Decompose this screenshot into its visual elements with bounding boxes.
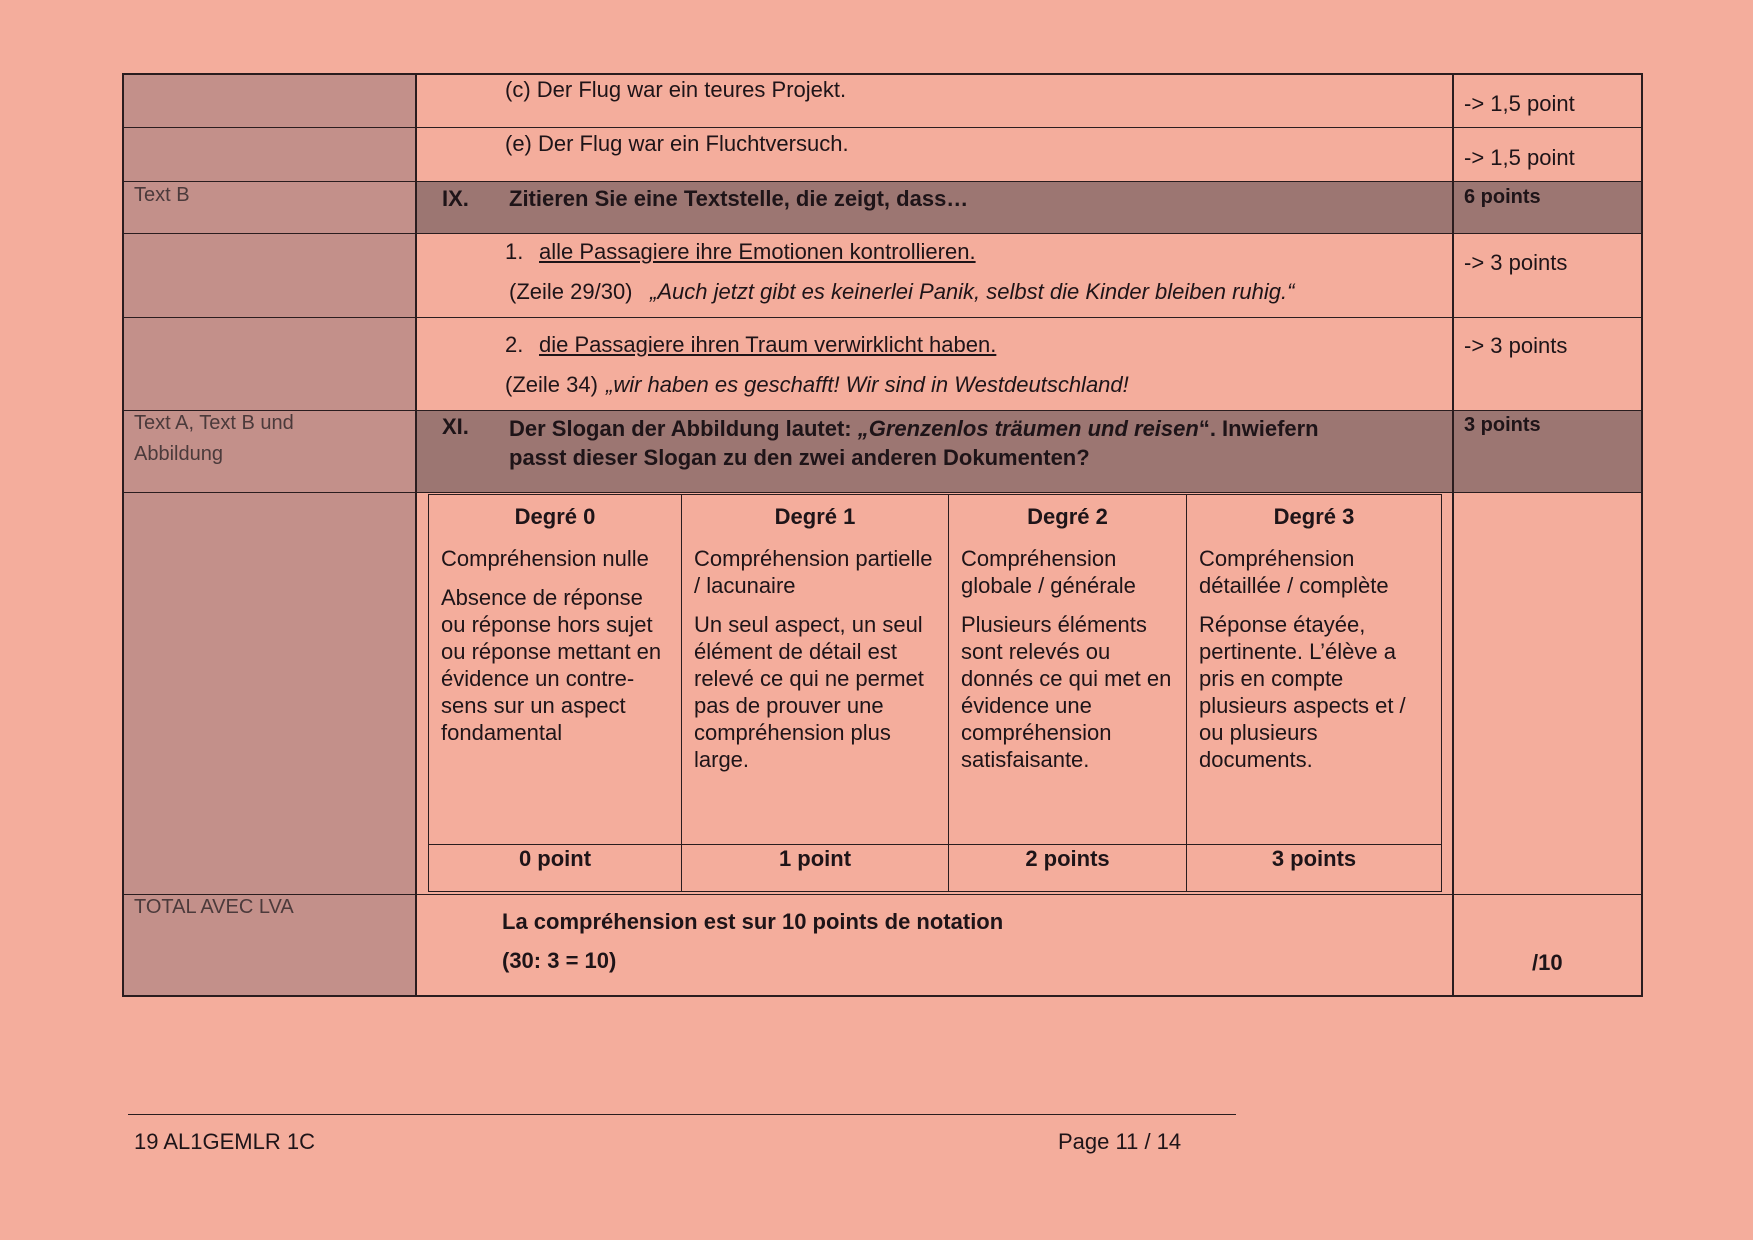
rubric-description: Réponse étayée, pertinente. L’élève a pris en compte plusieurs aspects et / ou plusieurs documents. bbox=[1199, 612, 1406, 772]
rubric-border-bottom bbox=[428, 891, 1442, 892]
answer-1-text: alle Passagiere ihre Emotionen kontrollieren. bbox=[539, 239, 976, 264]
total-label: TOTAL AVEC LVA bbox=[134, 896, 294, 918]
rubric-heading: Degré 2 bbox=[1027, 504, 1108, 529]
answer-2-points: -> 3 points bbox=[1464, 333, 1568, 358]
item-e: (e) Der Flug war ein Fluchtversuch. bbox=[505, 131, 849, 156]
rubric-border-right bbox=[1441, 494, 1442, 892]
rubric-points-1: 1 point bbox=[778, 846, 852, 871]
item-e-points: -> 1,5 point bbox=[1464, 145, 1575, 170]
rubric-level: Compréhension détaillée / complète bbox=[1199, 546, 1389, 598]
column-divider-right bbox=[1452, 73, 1454, 997]
rubric-description: Plusieurs éléments sont relevés ou donnés ce qui met en évidence une compréhension satisfaisante. bbox=[961, 612, 1172, 772]
item-c-points: -> 1,5 point bbox=[1464, 91, 1575, 116]
question-ix-number: IX. bbox=[442, 186, 469, 211]
total-description: La compréhension est sur 10 points de notation bbox=[502, 909, 1004, 934]
rubric-heading: Degré 3 bbox=[1273, 504, 1355, 529]
row-divider bbox=[122, 233, 1643, 234]
question-xi-text-c: passt dieser Slogan zu den zwei anderen Dokumenten? bbox=[509, 445, 1090, 470]
rubric-heading: Degré 0 bbox=[514, 504, 596, 529]
rubric-level: Compréhension partielle / lacunaire bbox=[694, 546, 933, 598]
answer-2-quote: „wir haben es geschafft! Wir sind in Westdeutschland! bbox=[606, 372, 1129, 397]
rubric-level: Compréhension globale / générale bbox=[961, 546, 1136, 598]
rubric-level: Compréhension nulle bbox=[441, 546, 649, 571]
rubric-points-divider bbox=[428, 844, 1442, 845]
answer-1-points: -> 3 points bbox=[1464, 250, 1568, 275]
row-divider bbox=[122, 181, 1643, 182]
answer-1-reference: (Zeile 29/30) bbox=[509, 279, 633, 304]
row-divider bbox=[122, 317, 1643, 318]
row-divider bbox=[122, 127, 1643, 128]
rubric-points-3: 3 points bbox=[1271, 846, 1357, 871]
row-divider bbox=[122, 410, 1643, 411]
answer-1-number: 1. bbox=[505, 239, 524, 264]
question-xi-number: XI. bbox=[442, 414, 469, 439]
question-xi-text bbox=[509, 414, 1449, 472]
item-c: (c) Der Flug war ein teures Projekt. bbox=[505, 77, 847, 102]
answer-2-reference: (Zeile 34) bbox=[505, 372, 598, 397]
rubric-degree-0 bbox=[429, 495, 681, 754]
footer-rule bbox=[128, 1114, 1236, 1115]
document-code: 19 AL1GEMLR 1C bbox=[134, 1129, 315, 1154]
question-xi-slogan: „Grenzenlos träumen und reisen bbox=[857, 416, 1199, 441]
row-divider bbox=[122, 894, 1643, 895]
rubric-degree-2 bbox=[949, 495, 1186, 781]
rubric-heading: Degré 1 bbox=[774, 504, 856, 529]
question-xi-text-b: “. Inwiefern bbox=[1198, 416, 1319, 441]
table-border-top bbox=[122, 73, 1643, 75]
rubric-degree-3 bbox=[1187, 495, 1441, 781]
text-b-label: Text B bbox=[134, 184, 190, 206]
question-ix-text: Zitieren Sie eine Textstelle, die zeigt, dass… bbox=[509, 186, 969, 211]
answer-2-number: 2. bbox=[505, 332, 524, 357]
question-xi-points: 3 points bbox=[1464, 414, 1541, 436]
table-border-right bbox=[1641, 73, 1643, 997]
question-xi-text-a: Der Slogan der Abbildung lautet: bbox=[509, 416, 858, 441]
left-column-band bbox=[122, 73, 416, 995]
page-number: Page 11 / 14 bbox=[1058, 1129, 1182, 1154]
table-border-bottom bbox=[122, 995, 1643, 997]
answer-1-quote: „Auch jetzt gibt es keinerlei Panik, selbst die Kinder bleiben ruhig.“ bbox=[650, 279, 1295, 304]
table-border-left bbox=[122, 73, 124, 997]
rubric-description: Absence de réponse ou réponse hors sujet ou réponse mettant en évidence un contre-sens sur un aspect fondamental bbox=[441, 585, 662, 745]
column-divider-left bbox=[415, 73, 417, 997]
total-score: /10 bbox=[1532, 950, 1563, 975]
question-ix-points: 6 points bbox=[1464, 186, 1541, 208]
xi-label-line-1: Text A, Text B und bbox=[134, 412, 294, 434]
row-divider bbox=[122, 492, 1643, 493]
rubric-description: Un seul aspect, un seul élément de détail est relevé ce qui ne permet pas de prouver une compréhension plus large. bbox=[694, 612, 924, 772]
rubric-points-0: 0 point bbox=[518, 846, 592, 871]
answer-2-text: die Passagiere ihren Traum verwirklicht haben. bbox=[539, 332, 997, 357]
rubric-degree-1 bbox=[682, 495, 948, 781]
total-calculation: (30: 3 = 10) bbox=[502, 948, 617, 973]
xi-label-line-2: Abbildung bbox=[134, 443, 223, 465]
rubric-points-2: 2 points bbox=[1025, 846, 1110, 871]
